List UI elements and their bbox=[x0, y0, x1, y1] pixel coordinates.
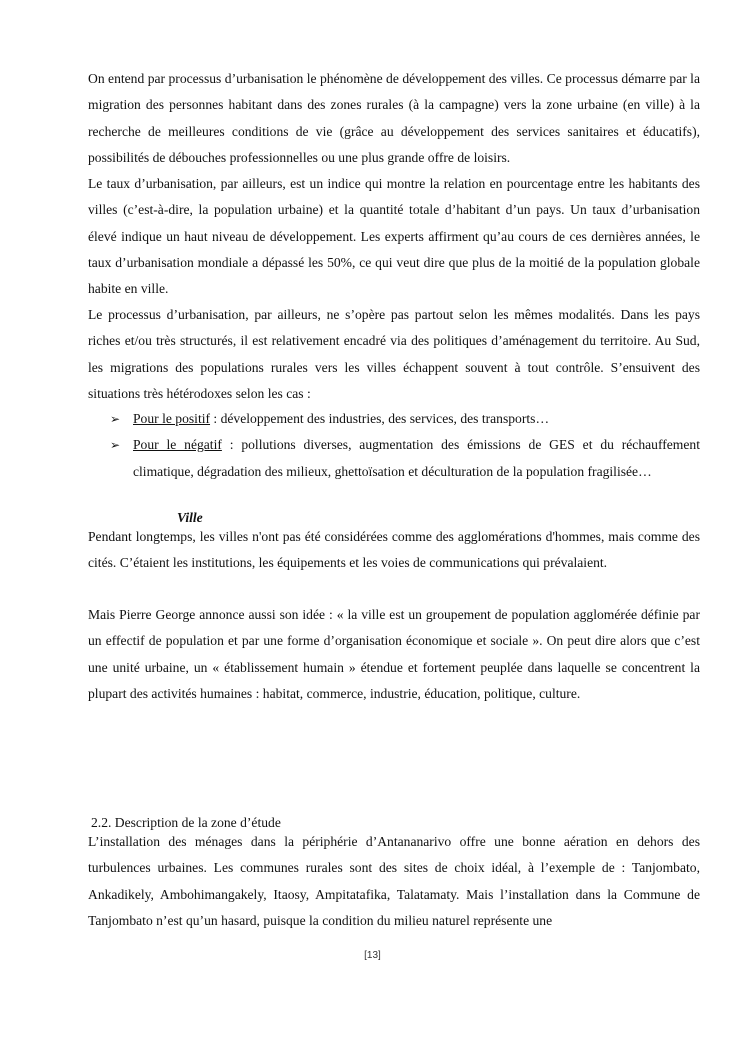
arrowhead-bullet-icon: ➢ bbox=[110, 438, 121, 453]
paragraph-text: L’installation des ménages dans la périphérie d’Antananarivo offre une bonne aération en dehors des turbulences urbaines. Les communes rurales sont des sites de choix idéal, à l’exemple de : Tanjombato, Ankadikely, Ambohimangakely, Itaosy, Ampitatafika, Talatamaty. Mais l’installation dans la Commune de Tanjombato n’est qu’un hasard, puisque la condition du milieu naturel représente une bbox=[88, 834, 700, 928]
bullet-label: Pour le négatif bbox=[133, 437, 222, 453]
page-number: [13] bbox=[364, 950, 381, 961]
bullet-label: Pour le positif bbox=[133, 411, 211, 426]
paragraph-taux-urbanisation bbox=[88, 171, 700, 302]
arrowhead-bullet-icon: ➢ bbox=[110, 412, 121, 426]
paragraph-urbanisation-definition bbox=[88, 66, 700, 171]
paragraph-zone-etude bbox=[88, 829, 700, 934]
section-heading: 2.2. Description de la zone d’étude bbox=[91, 815, 281, 830]
paragraph-text: Le processus d’urbanisation, par ailleurs, ne s’opère pas partout selon les mêmes modalités. Dans les pays riches et/ou très structurés, il est relativement encadré via des politiques d’aménagement du territoire. Au Sud, les migrations des populations rurales vers les villes échappent souvent à tout contrôle. S’ensuivent des situations très hétérodoxes selon les cas : bbox=[88, 307, 700, 401]
bullet-list bbox=[108, 406, 700, 485]
paragraph-text: Pendant longtemps, les villes n'ont pas été considérées comme des agglomérations d'hommes, mais comme des cités. C’étaient les institutions, les équipements et les voies de communications qui prévalaient. bbox=[88, 529, 700, 571]
bullet-text: : pollutions diverses, augmentation des émissions de GES et du réchauffement climatique, dégradation des milieux, ghettoïsation et déculturation de la population fragilisée… bbox=[133, 437, 700, 479]
paragraph-pierre-george bbox=[88, 602, 700, 707]
list-item-negatif bbox=[108, 432, 700, 485]
heading-ville: Ville bbox=[177, 510, 203, 525]
bullet-text: : développement des industries, des services, des transports… bbox=[210, 411, 550, 426]
paragraph-text: On entend par processus d’urbanisation le phénomène de développement des villes. Ce processus démarre par la migration des personnes habitant dans des zones rurales (à la campagne) vers la zone urbaine (en ville) à la recherche de meilleures conditions de vie (grâce au développement des services sanitaires et éducatifs), possibilités de débouches professionnelles ou une plus grande offre de loisirs. bbox=[88, 71, 700, 165]
paragraph-modalites bbox=[88, 302, 700, 407]
paragraph-text: Le taux d’urbanisation, par ailleurs, est un indice qui montre la relation en pourcentage entre les habitants des villes (c’est-à-dire, la population urbaine) et la quantité totale d’habitant d’un pays. Un taux d’urbanisation élevé indique un haut niveau de développement. Les experts affirment qu’au cours de ces dernières années, le taux d’urbanisation mondiale a dépassé les 50%, ce qui veut dire que plus de la moitié de la population globale habite en ville. bbox=[88, 176, 700, 297]
paragraph-text: Mais Pierre George annonce aussi son idée : « la ville est un groupement de population agglomérée définie par un effectif de population et par une forme d’organisation économique et sociale ». On peut dire alors que c’est une unité urbaine, un « établissement humain » étendue et fortement peuplée dans laquelle se concentrent la plupart des activités humaines : habitat, commerce, industrie, éducation, politique, culture. bbox=[88, 607, 700, 701]
paragraph-ville-historique bbox=[88, 524, 700, 577]
list-item-positif bbox=[108, 406, 700, 432]
